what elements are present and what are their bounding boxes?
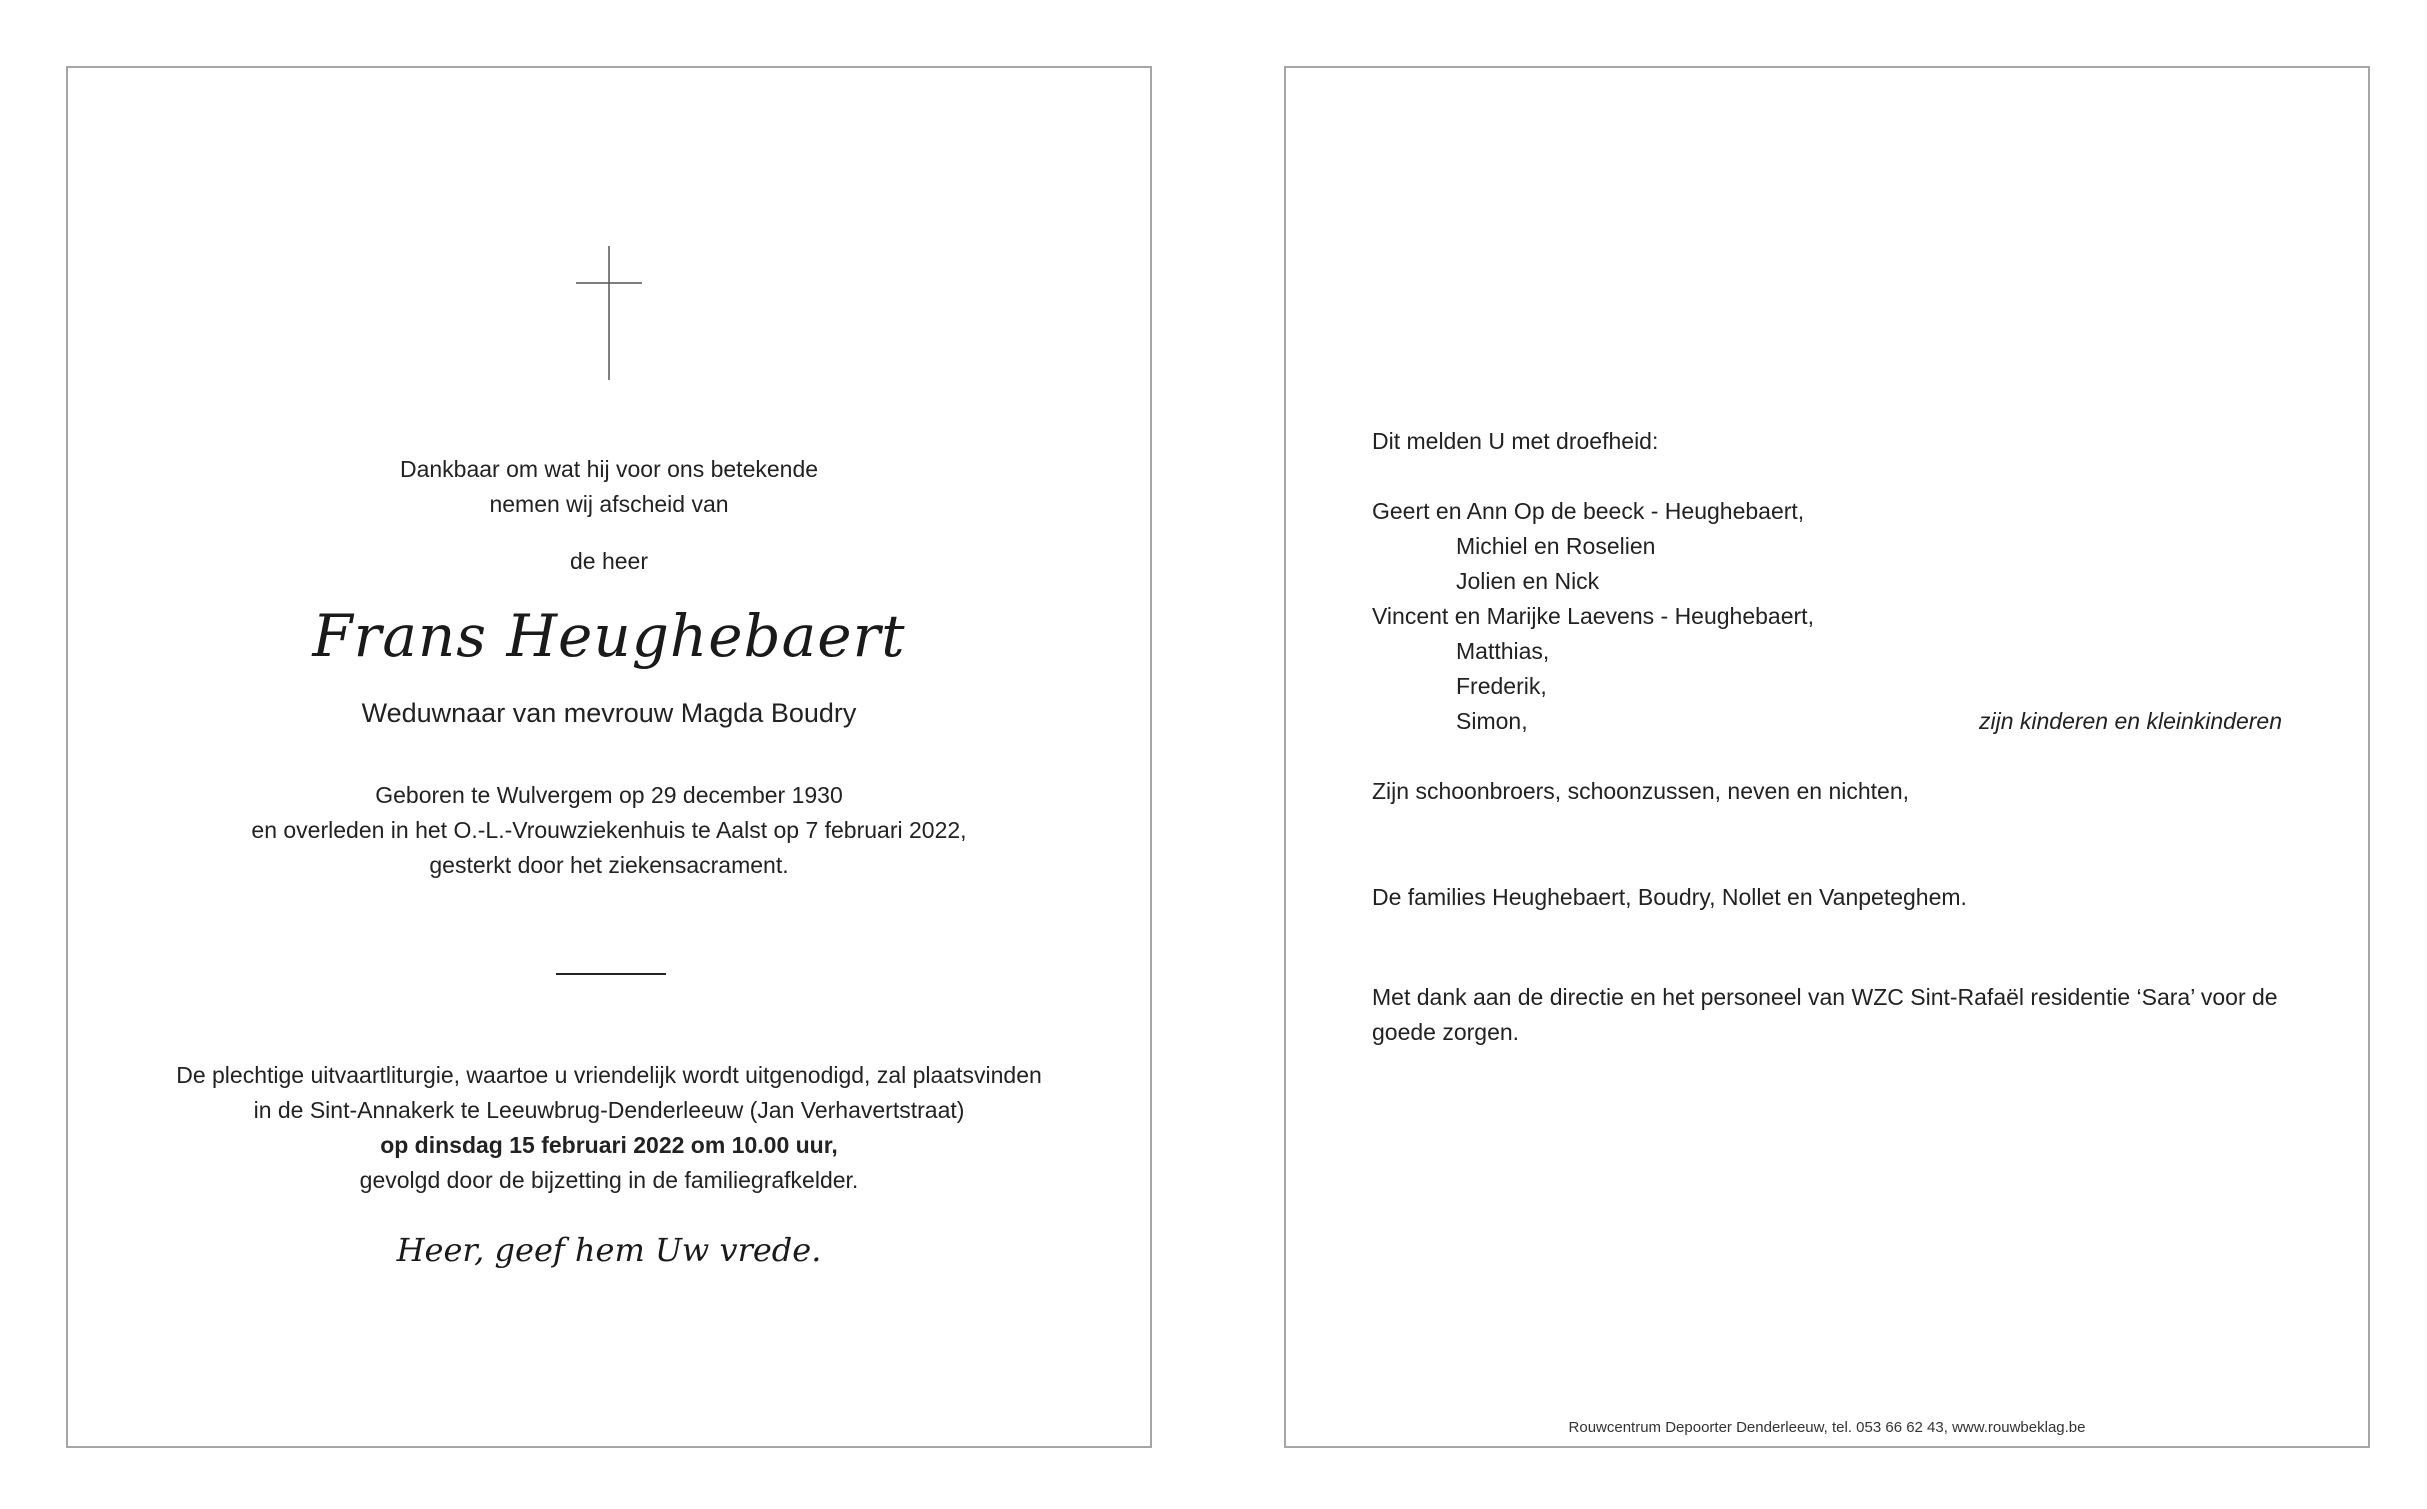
family-line-4: Vincent en Marijke Laevens - Heughebaert, [1372,603,1814,629]
family-line-2: Michiel en Roselien [1456,533,1656,559]
families-line: De families Heughebaert, Boudry, Nollet en Vanpeteghem. [1372,884,1967,910]
family-line-3: Jolien en Nick [1456,568,1600,594]
right-page [1284,66,2370,1448]
liturgy-line-1: De plechtige uitvaartliturgie, waartoe u vriendelijk wordt uitgenodigd, zal plaatsvinden [176,1062,1042,1088]
thanks-line-2: goede zorgen. [1372,1019,1520,1045]
intro-line-2: nemen wij afscheid van [489,491,729,517]
widower-line: Weduwnaar van mevrouw Magda Boudry [361,698,857,728]
birth-death-text [68,778,1150,883]
born-line-3: gesterkt door het ziekensacrament. [429,852,789,878]
divider-line [556,973,666,975]
liturgy-text [68,1058,1150,1198]
deceased-name: Frans Heughebaert [312,602,906,670]
prayer-line: Heer, geef hem Uw vrede. [396,1231,822,1269]
family-line-5: Matthias, [1456,638,1550,664]
family-last-line [1372,704,2282,739]
announcement-heading: Dit melden U met droefheid: [1372,428,1659,454]
born-line-2: en overleden in het O.-L.-Vrouwziekenhuis te Aalst op 7 februari 2022, [251,817,967,843]
left-page [66,66,1152,1448]
intro-text [68,452,1150,522]
liturgy-line-4: gevolgd door de bijzetting in de familiegrafkelder. [359,1167,859,1193]
liturgy-date: op dinsdag 15 februari 2022 om 10.00 uur, [380,1132,838,1158]
thanks-text [1372,980,2278,1050]
family-line-6: Frederik, [1456,673,1547,699]
honorific: de heer [569,548,648,574]
thanks-line-1: Met dank aan de directie en het personeel van WZC Sint-Rafaël residentie ‘Sara’ voor de [1372,984,2278,1010]
family-line-7: Simon, [1456,708,1528,734]
funeral-home-footer: Rouwcentrum Depoorter Denderleeuw, tel. 053 66 62 43, www.rouwbeklag.be [1568,1419,2086,1436]
intro-line-1: Dankbaar om wat hij voor ons betekende [399,456,819,482]
cross-icon [68,246,1150,380]
inlaws-line: Zijn schoonbroers, schoonzussen, neven en nichten, [1372,778,1909,804]
liturgy-line-2: in de Sint-Annakerk te Leeuwbrug-Denderleeuw (Jan Verhavertstraat) [253,1097,965,1123]
family-list [1372,494,1814,704]
family-line-1: Geert en Ann Op de beeck - Heughebaert, [1372,498,1805,524]
born-line-1: Geboren te Wulvergem op 29 december 1930 [375,782,843,808]
children-caption: zijn kinderen en kleinkinderen [1978,708,2282,734]
